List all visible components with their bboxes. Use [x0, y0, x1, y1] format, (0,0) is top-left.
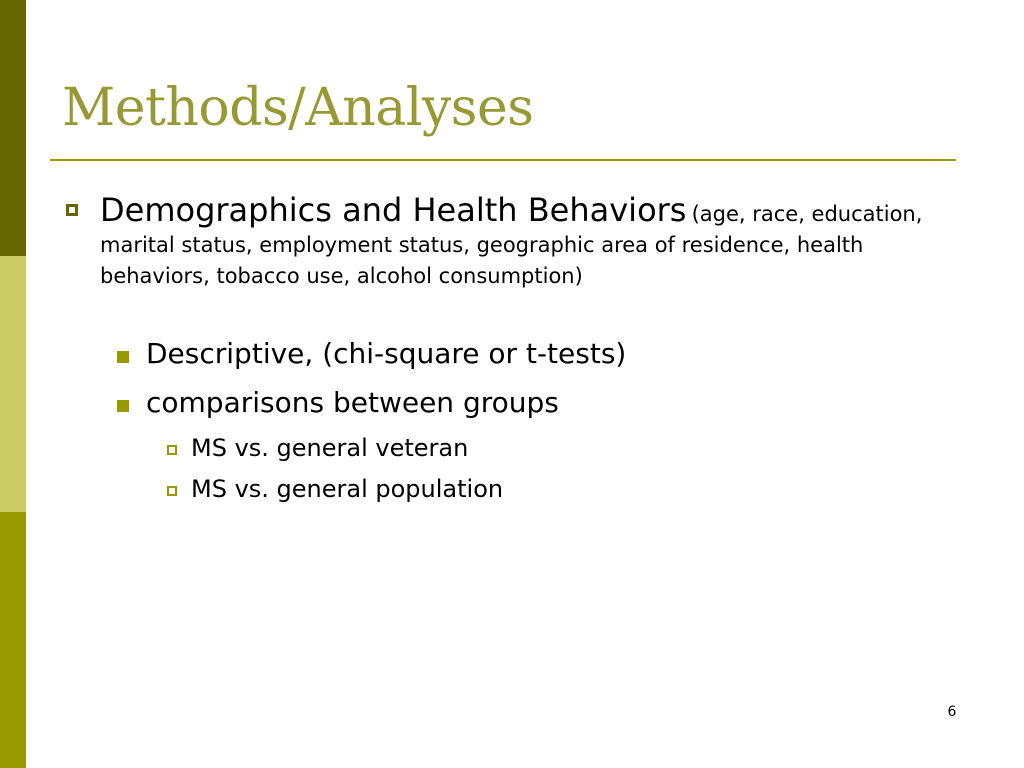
hollow-square-bullet-icon	[167, 445, 177, 455]
sidebar-band-light	[0, 256, 26, 512]
bullet-level-1	[100, 190, 940, 292]
hollow-square-bullet-icon	[66, 204, 78, 216]
bullet-level-2: comparisons between groups	[146, 386, 559, 419]
sidebar-band-dark	[0, 0, 26, 256]
slide-title: Methods/Analyses	[62, 78, 534, 138]
bullet-level-3: MS vs. general veteran	[191, 434, 469, 462]
title-divider	[50, 159, 956, 161]
bullet-main-text: Demographics and Health Behaviors	[100, 191, 687, 229]
page-number: 6	[947, 704, 957, 720]
filled-square-bullet-icon	[117, 351, 129, 363]
sidebar-band-mid	[0, 512, 26, 768]
sidebar-decoration	[0, 0, 26, 768]
filled-square-bullet-icon	[117, 400, 129, 412]
bullet-level-2: Descriptive, (chi-square or t-tests)	[146, 337, 627, 370]
bullet-note-text: (age, race, education, marital status, employment status, geographic area of residence, health behaviors, tobacco use, alcohol consumption)	[100, 202, 923, 288]
hollow-square-bullet-icon	[167, 486, 177, 496]
bullet-level-3: MS vs. general population	[191, 475, 504, 503]
